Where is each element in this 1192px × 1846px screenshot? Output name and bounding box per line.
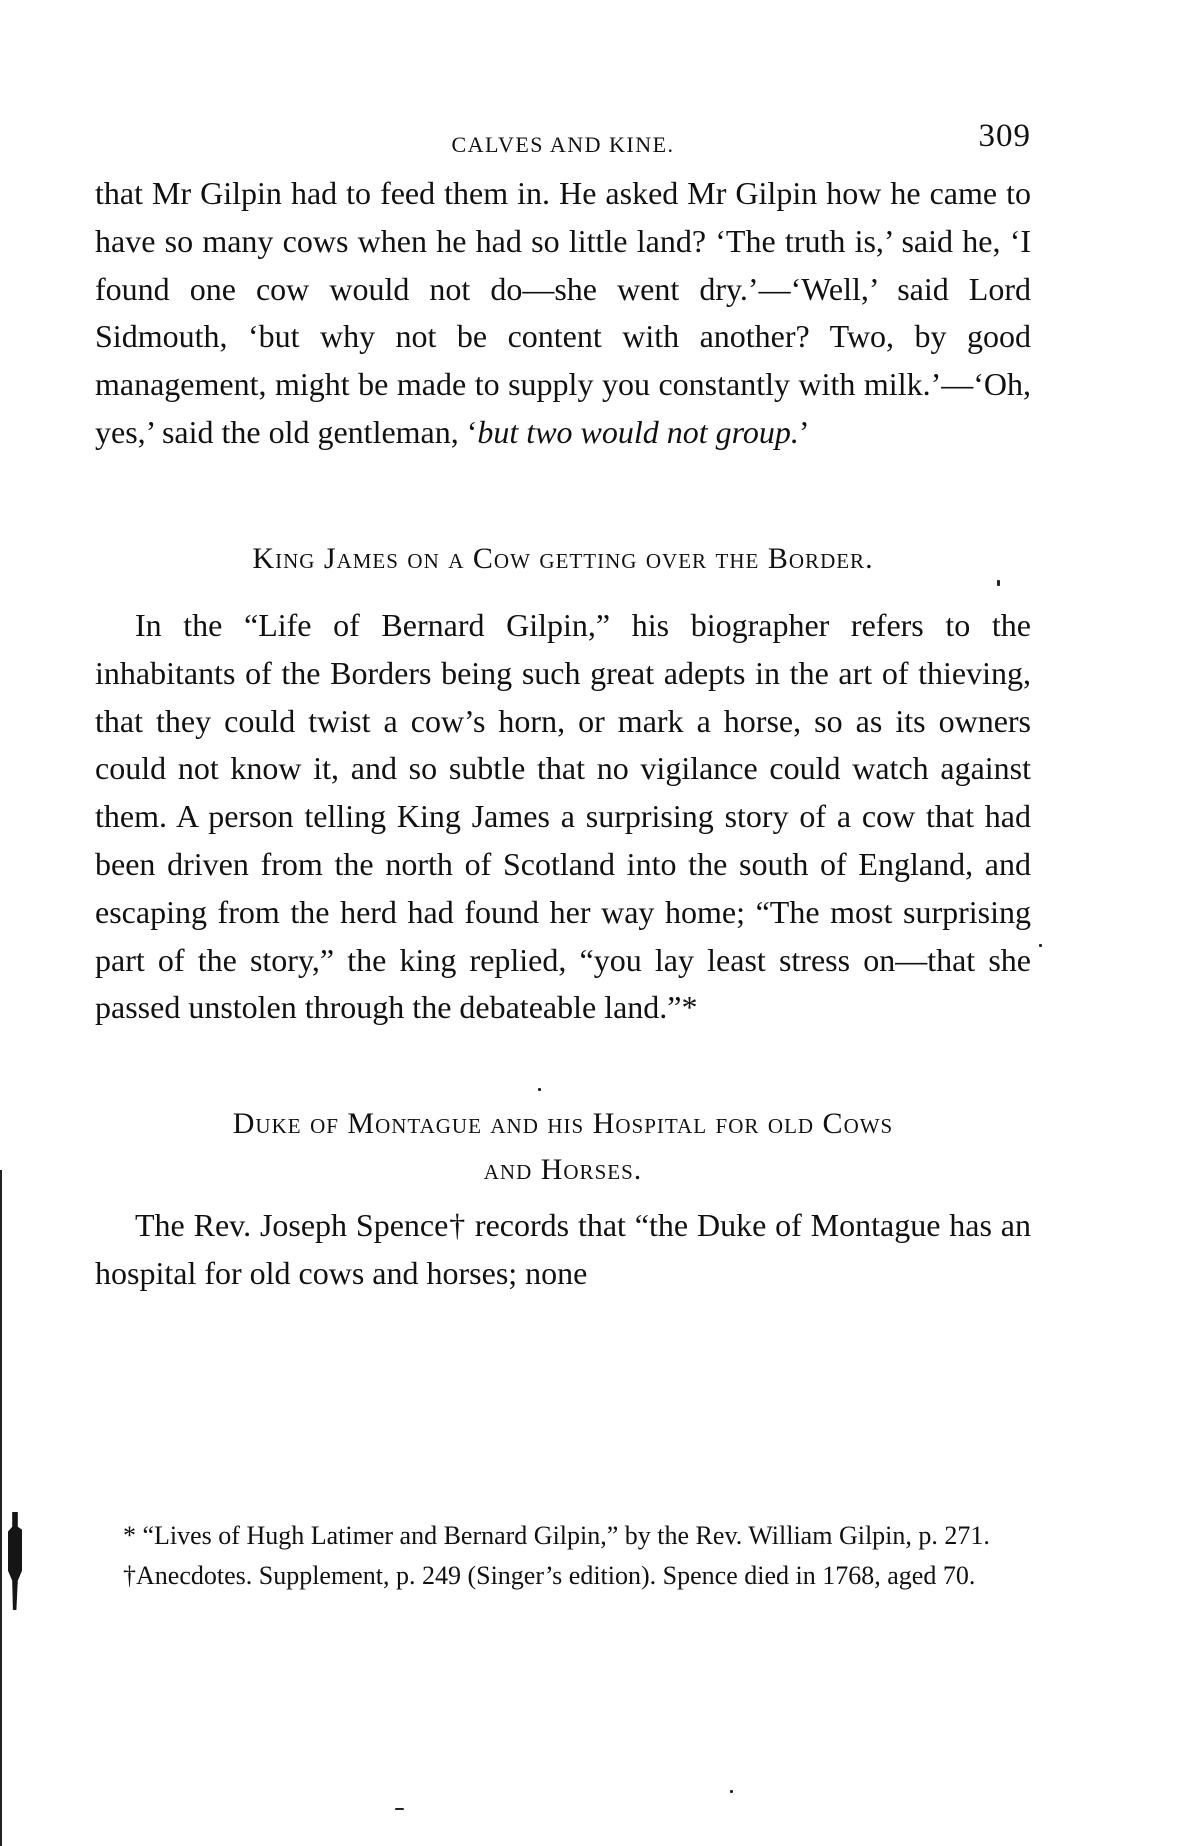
section-heading-line: and Horses.: [483, 1153, 643, 1186]
footnote-2: †Anecdotes. Supplement, p. 249 (Singer’s edition). Spence died in 1768, aged 70.: [123, 1561, 976, 1590]
running-title: CALVES AND KINE.: [451, 132, 675, 157]
paragraph-text: [95, 170, 1031, 457]
paragraph-text-roman: that Mr Gilpin had to feed them in. He asked Mr Gilpin how he came to have so many cows when he had so little land? ‘The truth is,’ said he, ‘I found one cow would not do—she went dry.’—‘Well,’ said Lord Sidmouth, ‘but why not be content with another? Two, by good management, might be made to supply you constantly with milk.’—‘Oh, yes,’ said the old gentleman, ‘: [95, 175, 1031, 450]
print-speck: [730, 1790, 733, 1793]
binding-mark: [8, 1512, 22, 1610]
section-heading-line: Duke of Montague and his Hospital for old Cows: [232, 1107, 894, 1140]
page-number: 309: [978, 118, 1031, 154]
section-heading-king-james: King James on a Cow getting over the Border.: [252, 542, 874, 575]
paragraph-text: The Rev. Joseph Spence† records that “the Duke of Montague has an hospital for old cows and horses; none: [95, 1207, 1031, 1291]
binding-edge: [0, 1170, 2, 1846]
print-speck: [395, 1808, 404, 1810]
paragraph-duke-montague: [95, 1202, 1031, 1298]
closing-quote: ’: [798, 413, 810, 450]
print-speck: [997, 580, 1000, 586]
paragraph-text: In the “Life of Bernard Gilpin,” his biographer refers to the inhabitants of the Borders being such great adepts in the art of thieving, that they could twist a cow’s horn, or mark a horse, so as its owners could not know it, and so subtle that no vigilance could watch against them. A person telling King James a surprising story of a cow that had been driven from the north of Scotland into the south of England, and escaping from the herd had found her way home; “The most surprising part of the story,” the king replied, “you lay least stress on—that she passed unstolen through the debateable land.”*: [95, 607, 1031, 1026]
section-heading-duke-montague: [95, 1101, 1031, 1193]
paragraph-continued: [95, 170, 1031, 457]
print-speck: [538, 1088, 541, 1091]
footnotes: [95, 1517, 1031, 1595]
paragraph-king-james: [95, 602, 1031, 1032]
running-head: [95, 118, 1031, 168]
print-speck: [1039, 944, 1042, 947]
quoted-punchline: but two would not group.: [477, 413, 799, 450]
footnote-1: * “Lives of Hugh Latimer and Bernard Gilpin,” by the Rev. William Gilpin, p. 271.: [123, 1521, 990, 1550]
